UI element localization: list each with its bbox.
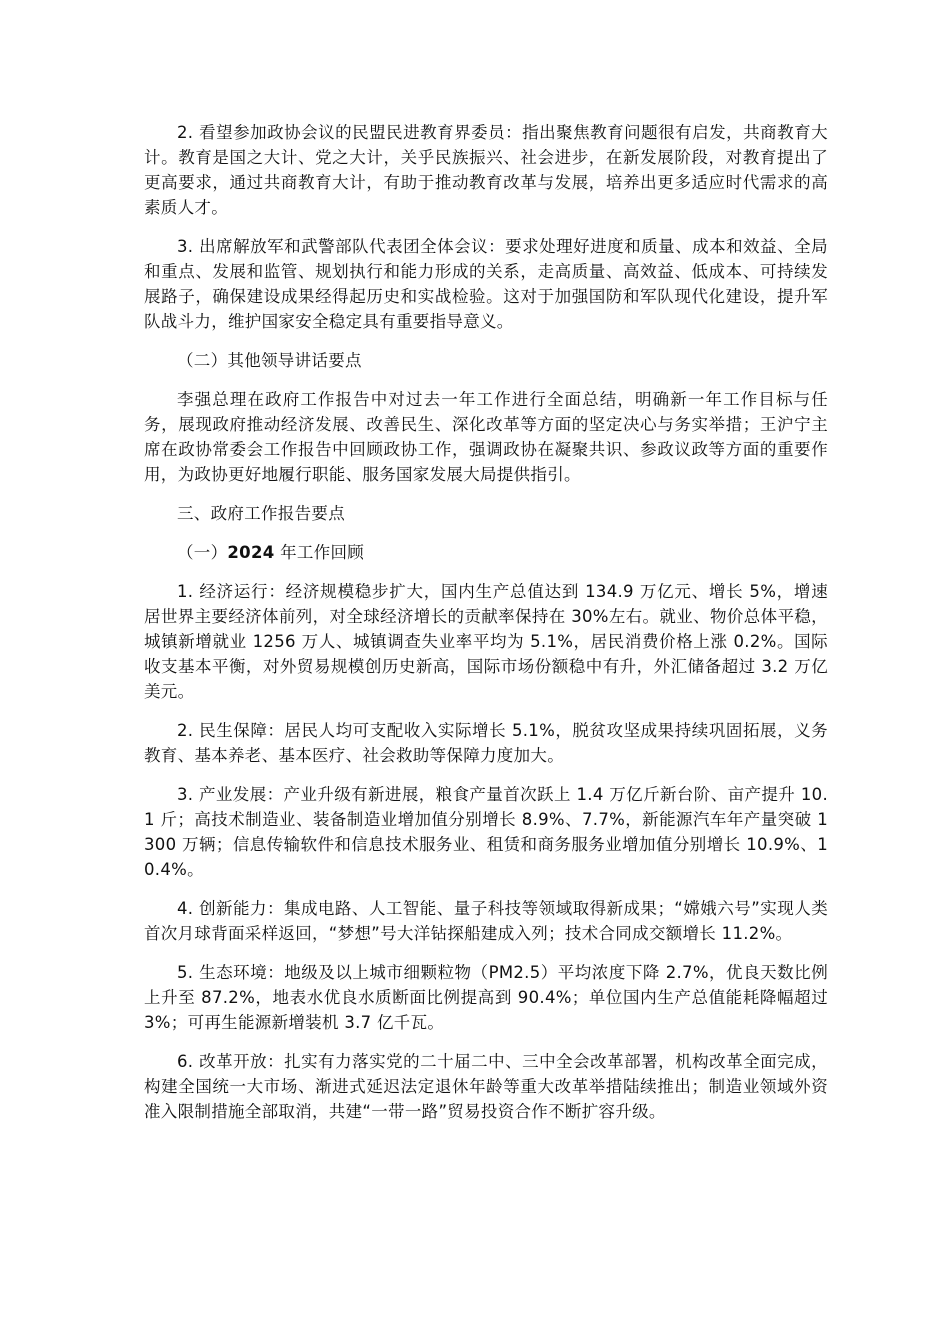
- heading-2024-prefix: （一）: [177, 543, 228, 562]
- paragraph-innovation: 4. 创新能力：集成电路、人工智能、量子科技等领域取得新成果；“嫦娥六号”实现人类首次月球背面采样返回，“梦想”号大洋钻探船建成入列；技术合同成交额增长 11.2%。: [144, 899, 828, 943]
- heading-other-leaders: （二）其他领导讲话要点: [177, 351, 362, 370]
- paragraph-education-visit: 2. 看望参加政协会议的民盟民进教育界委员：指出聚焦教育问题很有启发，共商教育大计。教育是国之大计、党之大计，关乎民族振兴、社会进步，在新发展阶段，对教育提出了更高要求，通过共商教育大计，有助于推动教育改革与发展，培养出更多适应时代需求的高素质人才。: [144, 123, 828, 217]
- paragraph-other-leaders-summary: 李强总理在政府工作报告中对过去一年工作进行全面总结，明确新一年工作目标与任务，展现政府推动经济发展、改善民生、深化改革等方面的坚定决心与务实举措；王沪宁主席在政协常委会工作报告中回顾政协工作，强调政协在凝聚共识、参政议政等方面的重要作用，为政协更好地履行职能、服务国家发展大局提供指引。: [144, 390, 828, 484]
- document-page: [144, 120, 828, 1138]
- heading-2024-year: 2024: [227, 543, 275, 562]
- paragraph-reform: 6. 改革开放：扎实有力落实党的二十届二中、三中全会改革部署，机构改革全面完成，构建全国统一大市场、渐进式延迟法定退休年龄等重大改革举措陆续推出；制造业领域外资准入限制措施全部取消，共建“一带一路”贸易投资合作不断扩容升级。: [144, 1052, 828, 1121]
- heading-2024-review: [144, 540, 828, 565]
- paragraph-industry: 3. 产业发展：产业升级有新进展，粮食产量首次跃上 1.4 万亿斤新台阶、亩产提升 10.1 斤；高技术制造业、装备制造业增加值分别增长 8.9%、7.7%，新能源汽车年产量突破 1300 万辆；信息传输软件和信息技术服务业、租赁和商务服务业增加值分别增长 10.9%、10.4%。: [144, 785, 828, 879]
- paragraph-livelihood: 2. 民生保障：居民人均可支配收入实际增长 5.1%，脱贫攻坚成果持续巩固拓展，义务教育、基本养老、基本医疗、社会救助等保障力度加大。: [144, 721, 828, 765]
- paragraph-military-meeting: 3. 出席解放军和武警部队代表团全体会议：要求处理好进度和质量、成本和效益、全局和重点、发展和监管、规划执行和能力形成的关系，走高质量、高效益、低成本、可持续发展路子，确保建设成果经得起历史和实战检验。这对于加强国防和军队现代化建设，提升军队战斗力，维护国家安全稳定具有重要指导意义。: [144, 237, 828, 331]
- paragraph-economy: 1. 经济运行：经济规模稳步扩大，国内生产总值达到 134.9 万亿元、增长 5%，增速居世界主要经济体前列，对全球经济增长的贡献率保持在 30%左右。就业、物价总体平稳，城镇新增就业 1256 万人、城镇调查失业率平均为 5.1%，居民消费价格上涨 0.2%。国际收支基本平衡，对外贸易规模创历史新高，国际市场份额稳中有升，外汇储备超过 3.2 万亿美元。: [144, 582, 828, 701]
- heading-government-report: 三、政府工作报告要点: [177, 504, 345, 523]
- heading-2024-suffix: 年工作回顾: [274, 543, 365, 562]
- paragraph-ecology: 5. 生态环境：地级及以上城市细颗粒物（PM2.5）平均浓度下降 2.7%，优良天数比例上升至 87.2%，地表水优良水质断面比例提高到 90.4%；单位国内生产总值能耗降幅超过 3%；可再生能源新增装机 3.7 亿千瓦。: [144, 963, 828, 1032]
